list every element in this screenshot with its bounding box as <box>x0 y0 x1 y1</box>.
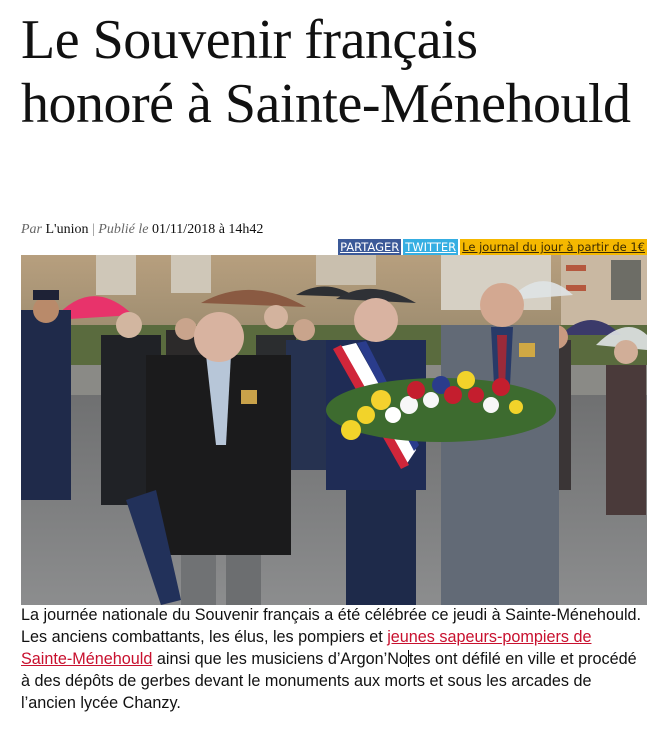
subscription-promo-link[interactable]: Le journal du jour à partir de 1€ <box>462 240 645 254</box>
article-title: Le Souvenir français honoré à Sainte-Ménehould <box>21 9 631 135</box>
byline <box>21 222 263 238</box>
facebook-share-button[interactable]: PARTAGER <box>340 240 400 254</box>
gendarme <box>21 310 71 500</box>
caption-text-2a: ainsi que les musiciens d’Argon’No <box>152 650 408 668</box>
jsp-link[interactable]: jeunes sapeurs-pompiers de Sainte-Ménehould <box>21 628 592 668</box>
ceremony-photo-icon <box>21 255 647 605</box>
share-bar <box>338 239 647 255</box>
byline-published-label: Publié le <box>98 222 149 237</box>
byline-separator: | <box>91 222 95 237</box>
byline-par-label: Par <box>21 222 42 237</box>
twitter-share-button[interactable]: TWITTER <box>405 240 457 254</box>
caption-text-2b: tes ont défilé en ville et procédé à des dépôts de gerbes devant le monuments aux morts et sous les arcades de l’ancien lycée Chanzy. <box>21 650 637 712</box>
caption-text-1: La journée nationale du Souvenir français a été célébrée ce jeudi à Sainte-Ménehould. Les anciens combattants, les élus, les pompiers et <box>21 606 642 646</box>
article-caption <box>21 604 646 714</box>
article-photo <box>21 255 647 605</box>
byline-date: 01/11/2018 à 14h42 <box>151 222 264 237</box>
byline-author[interactable]: L'union <box>45 222 89 237</box>
